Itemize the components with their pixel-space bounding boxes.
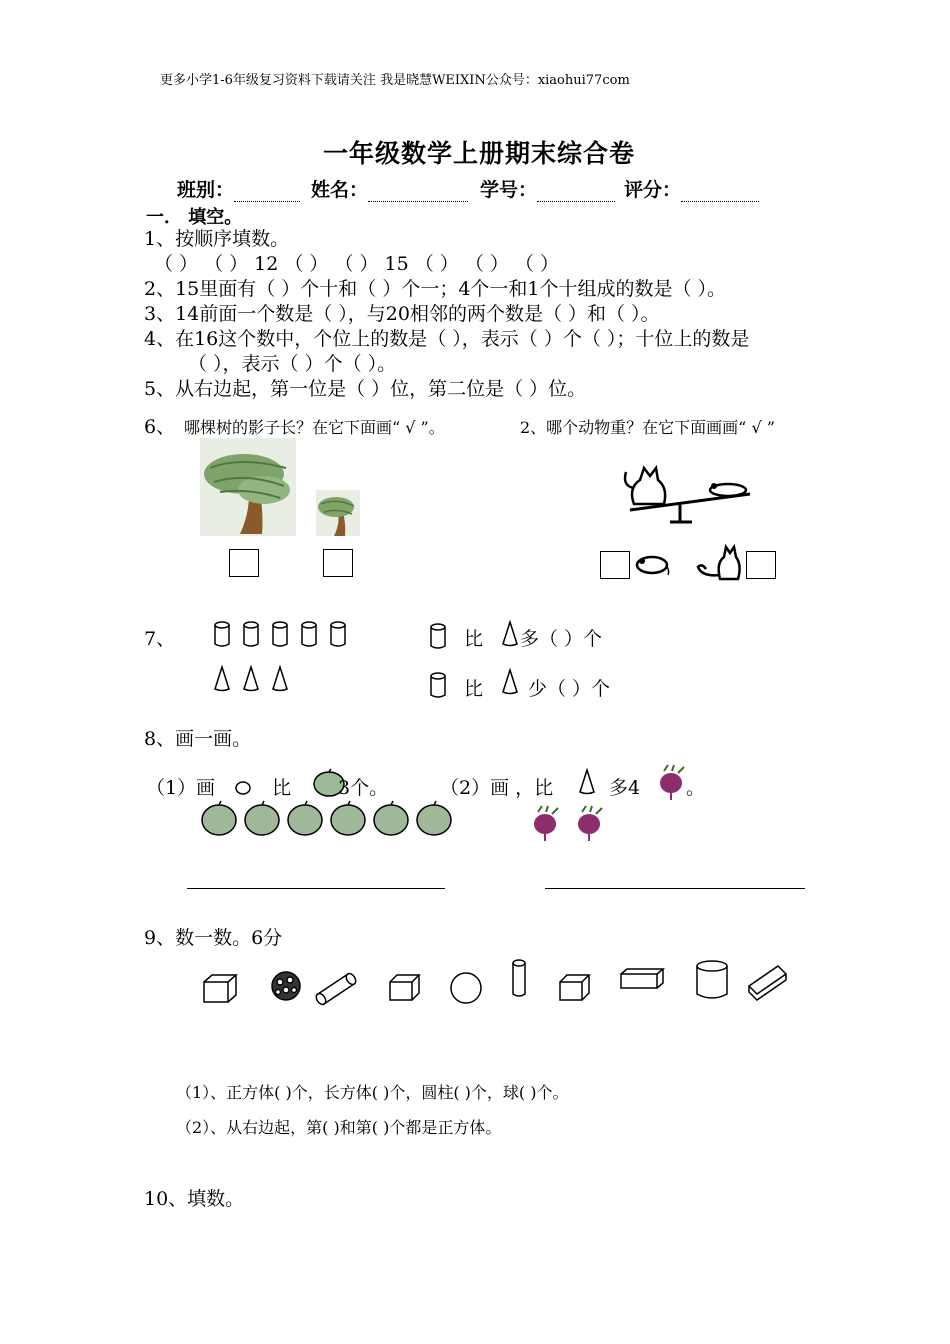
cylinder-icon (273, 622, 287, 646)
mouse-icon (634, 553, 670, 575)
q8-p1-c: 3个。 (338, 777, 389, 799)
section-fill-in: 一． 填空。 (146, 207, 243, 228)
cylinder-row (212, 620, 352, 650)
cylinder-icon (215, 622, 229, 646)
cone-icon (273, 667, 287, 691)
cylinder-icon (428, 671, 448, 699)
q6-number: 6、 (144, 416, 176, 438)
q3-text: 3、14前面一个数是（ ），与20相邻的两个数是（ ）和（ ）。 (144, 303, 660, 325)
small-tree-image (316, 490, 360, 536)
cat-answer-box[interactable] (746, 551, 776, 579)
cuboid-icon (749, 966, 786, 1000)
q6-part2: 2、哪个动物重？在它下面画画“ √ ” (520, 418, 775, 437)
q9-text: 9、数一数。6分 (144, 927, 283, 949)
page-title: 一年级数学上册期末综合卷 (323, 139, 636, 168)
q8-p1-b: 比 (272, 777, 292, 799)
big-tree-image (200, 438, 296, 536)
sphere-pattern-icon (272, 972, 300, 1000)
q7-row2-rest: 少（ ）个 (528, 678, 611, 700)
cylinder-icon (302, 622, 316, 646)
q7-row2-bi: 比 (464, 678, 484, 700)
apple-icon (288, 801, 322, 835)
q7-row1-bi: 比 (464, 628, 484, 650)
solids-row (200, 956, 800, 1008)
cone-icon (500, 668, 520, 696)
class-blank[interactable] (234, 183, 300, 202)
apple-icon (417, 801, 451, 835)
info-id (480, 175, 615, 202)
q8-answer-line-1[interactable] (187, 888, 445, 889)
q7-number: 7、 (144, 628, 176, 650)
apple-icon (202, 801, 236, 835)
radish-icon (654, 765, 688, 801)
mouse-answer-box[interactable] (600, 551, 630, 579)
cube-icon (560, 975, 589, 1000)
info-score (624, 175, 759, 202)
radish-icon (578, 806, 602, 841)
cylinder-icon (331, 622, 345, 646)
id-label: 学号： (480, 179, 538, 201)
q2-text: 2、15里面有（ ）个十和（ ）个一；4个一和1个十组成的数是（ ）。 (144, 278, 727, 300)
class-label: 班别： (177, 179, 235, 201)
q7-row1-rest: 多（ ）个 (520, 628, 603, 650)
cylinder-icon (428, 622, 448, 650)
cube-icon (390, 975, 419, 1000)
q1-text: 1、按顺序填数。 (144, 228, 290, 250)
apple-icon (245, 801, 279, 835)
radish-icon (534, 806, 558, 841)
cone-row (212, 665, 292, 693)
name-blank[interactable] (368, 183, 468, 202)
apple-icon (331, 801, 365, 835)
cylinder-icon (513, 960, 525, 996)
circle-icon (234, 781, 252, 795)
q8-p2-c: 。 (686, 777, 706, 799)
q4-line2: （ ），表示（ ）个（ ）。 (188, 353, 397, 375)
q9-sub2: （2）、从右边起，第( )和第( )个都是正方体。 (176, 1118, 502, 1137)
score-label: 评分： (624, 179, 682, 201)
info-name (311, 175, 468, 202)
cuboid-icon (621, 969, 663, 988)
big-tree-answer-box[interactable] (229, 549, 259, 577)
q9-sub1: （1）、正方体( )个，长方体( )个，圆柱( )个，球( )个。 (176, 1083, 569, 1102)
score-blank[interactable] (681, 183, 759, 202)
cone-icon (244, 667, 258, 691)
lying-cylinder-icon (314, 972, 357, 1006)
cube-icon (204, 975, 236, 1002)
cylinder-icon (697, 961, 727, 998)
q8-text: 8、画一画。 (144, 728, 252, 750)
apple-icon (374, 801, 408, 835)
q8-p1-a: （1）画 (146, 777, 216, 799)
apple-row (200, 800, 456, 838)
seesaw-cat-mouse-image (620, 458, 760, 528)
id-blank[interactable] (537, 183, 615, 202)
small-tree-answer-box[interactable] (323, 549, 353, 577)
info-class (177, 175, 300, 202)
radish-row (530, 806, 608, 844)
cone-icon (577, 768, 597, 796)
name-label: 姓名： (311, 179, 369, 201)
q5-text: 5、从右边起，第一位是（ ）位，第二位是（ ）位。 (144, 378, 587, 400)
q1-sequence: （ ） （ ） 12 （ ） （ ） 15 （ ） （ ） （ ） (154, 253, 559, 275)
cylinder-icon (244, 622, 258, 646)
cone-icon (215, 667, 229, 691)
q8-p2-a: （2）画 ，比 (440, 777, 554, 799)
header-note: 更多小学1-6年级复习资料下载请关注 我是晓慧WEIXIN公众号：xiaohui77com (160, 73, 630, 88)
q8-answer-line-2[interactable] (545, 888, 805, 889)
sphere-icon (451, 973, 481, 1003)
q4-line1: 4、在16这个数中，个位上的数是（ ），表示（ ）个（ ）；十位上的数是 (144, 328, 750, 350)
q10-text: 10、填数。 (144, 1188, 245, 1210)
q6-part1: 哪棵树的影子长？在它下面画“ √ ”。 (184, 418, 445, 437)
cone-icon (500, 620, 520, 648)
q8-p2-b: 多4 (609, 777, 641, 799)
cat-icon (694, 543, 742, 581)
